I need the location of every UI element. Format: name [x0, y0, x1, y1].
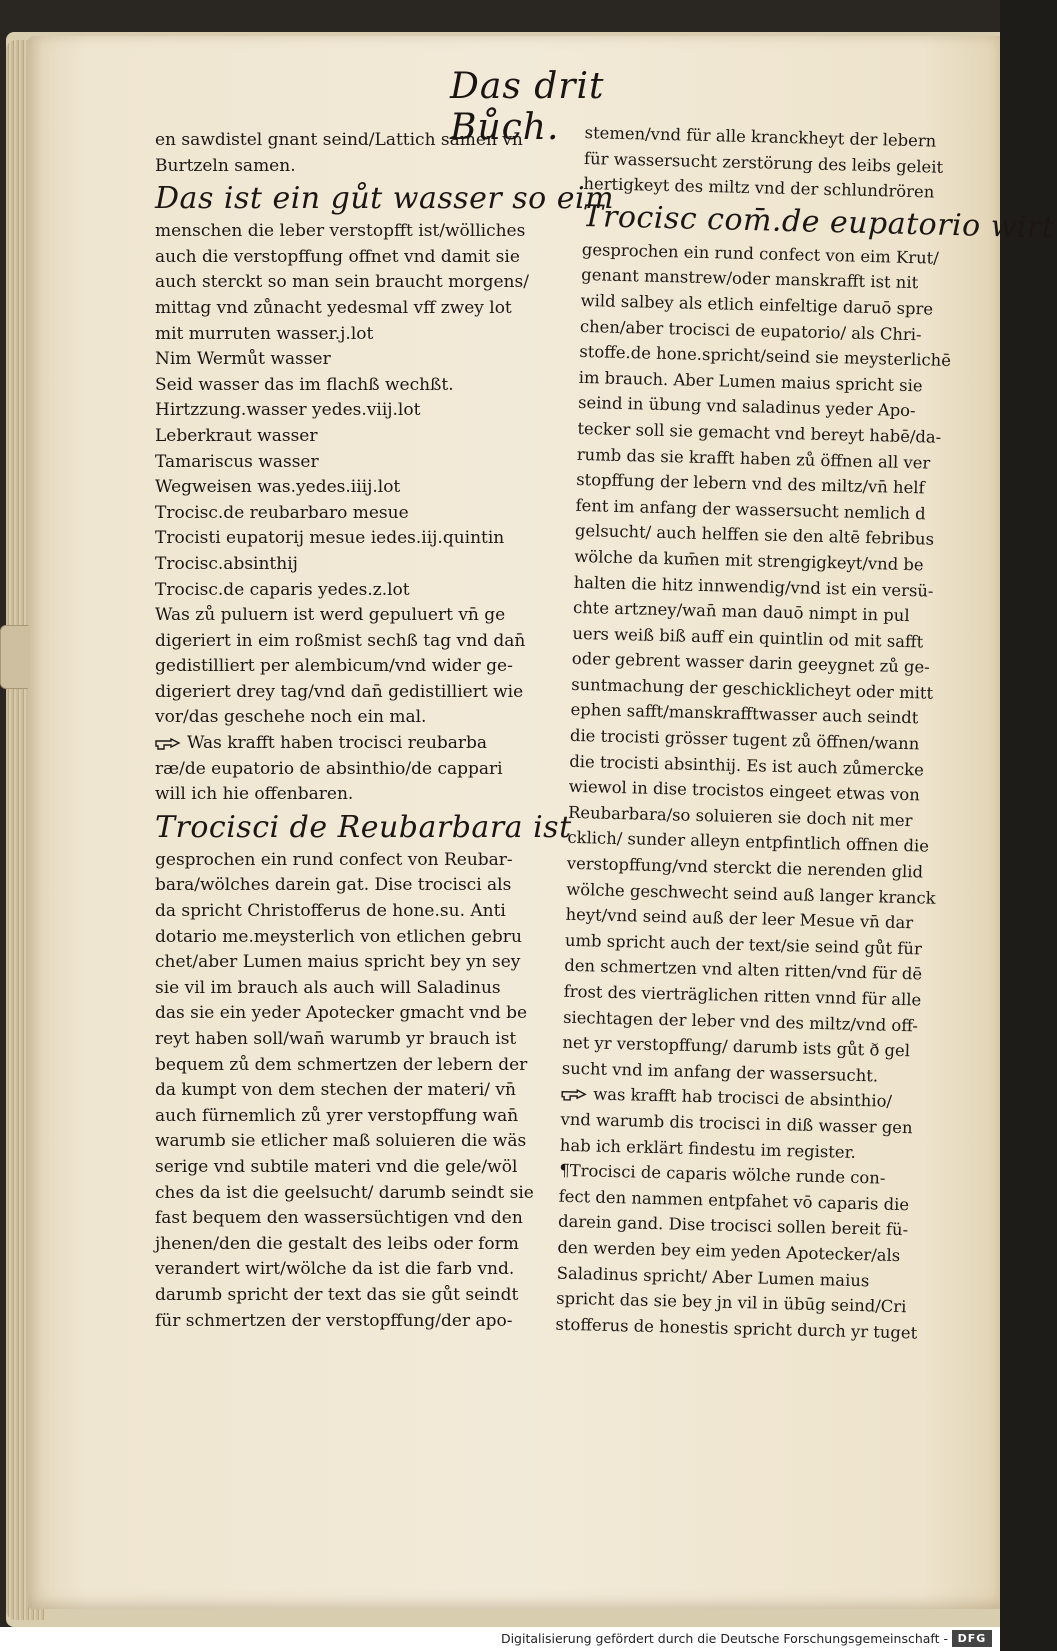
line-text: chet/aber Lumen maius spricht bey yn sey	[155, 952, 521, 973]
text-line	[155, 526, 565, 552]
text-line	[155, 1232, 565, 1258]
line-text: fent im anfang der wassersucht nemlich d	[575, 495, 926, 524]
line-text: oder gebrent wasser darin geeygnet zů ge-	[571, 649, 930, 677]
line-text: Trocisc.absinthij	[155, 553, 298, 574]
line-text: wölche da kum̄en mit strengigkeyt/vnd be	[574, 546, 924, 575]
text-line	[155, 270, 565, 296]
text-line	[155, 1027, 565, 1053]
text-line	[155, 1053, 565, 1079]
line-text: stoffe.de hone.spricht/seind sie meysterlichē	[579, 342, 952, 371]
text-line	[155, 296, 565, 322]
line-text: siechtagen der leber vnd des miltz/vnd off-	[562, 1007, 919, 1035]
line-text: hertigkeyt des miltz vnd der schlundrören	[583, 174, 935, 202]
line-text: vor/das geschehe noch ein mal.	[155, 707, 427, 728]
section-heading	[155, 179, 615, 219]
line-text: serige vnd subtile materi vnd die gele/wöl	[155, 1156, 518, 1177]
line-text: fast bequem den wassersüchtigen vnd den	[155, 1208, 523, 1229]
line-text: chen/aber trocisci de eupatorio/ als Chri-	[579, 316, 922, 344]
text-line	[155, 603, 565, 629]
text-line	[155, 629, 565, 655]
text-line	[155, 899, 565, 925]
line-text: genant manstrew/oder manskrafft ist nit	[580, 265, 919, 293]
text-line	[155, 873, 565, 899]
line-text: bara/wölches darein gat. Dise trocisci als	[155, 875, 512, 896]
left-column	[155, 128, 615, 1334]
line-text: Das ist ein gůt wasser so eim	[155, 181, 615, 217]
line-text: gesprochen ein rund confect von eim Krut/	[581, 239, 940, 268]
line-text: dotario me.meysterlich von etlichen gebru	[155, 926, 522, 947]
line-text: auch sterckt so man sein braucht morgens/	[155, 272, 529, 293]
line-text: gelsucht/ auch helffen sie den altē febribus	[574, 521, 935, 549]
text-line	[155, 1309, 565, 1335]
line-text: Trocisti eupatorij mesue iedes.iij.quintin	[155, 528, 505, 549]
line-text: Saladinus spricht/ Aber Lumen maius	[556, 1263, 870, 1290]
line-text: hab ich erklärt findestu im register.	[559, 1135, 857, 1162]
line-text: halten die hitz innwendig/vnd ist ein versü-	[573, 572, 934, 601]
line-text: net yr verstopffung/ darumb ists gůt ð gel	[562, 1032, 911, 1061]
line-text: Trocisci de Reubarbara ist	[155, 809, 572, 845]
line-text: verandert wirt/wölche da ist die farb vnd.	[155, 1259, 515, 1280]
line-text: jhenen/den die gestalt des leibs oder form	[155, 1233, 519, 1254]
line-text: rumb das sie krafft haben zů öffnen all ver	[576, 444, 931, 473]
line-text: stofferus de honestis spricht durch yr tuget	[555, 1314, 918, 1343]
text-line	[155, 782, 565, 808]
line-text: auch die verstopffung offnet vnd damit sie	[155, 246, 520, 267]
line-text: frost des vierträglichen ritten vnnd für alle	[563, 981, 922, 1010]
text-line	[155, 128, 565, 154]
line-text: ¶Trocisci de caparis wölche runde con-	[559, 1160, 886, 1188]
line-text: vnd warumb dis trocisci in diß wasser gen	[560, 1109, 913, 1138]
text-line	[155, 1257, 565, 1283]
line-text: warumb sie etlicher maß soluieren die wäs	[155, 1131, 527, 1152]
line-text: umb spricht auch der text/sie seind gůt für	[564, 930, 923, 959]
text-line	[155, 347, 565, 373]
line-text: reyt haben soll/wan̄ warumb yr brauch ist	[155, 1029, 517, 1049]
footer-credit: Digitalisierung gefördert durch die Deutsche Forschungsgemeinschaft -	[500, 1631, 948, 1646]
line-text: Nim Wermůt wasser	[155, 349, 331, 370]
text-line	[155, 154, 565, 180]
line-text: für schmertzen der verstopffung/der apo-	[155, 1310, 513, 1331]
line-text: Reubarbara/so soluieren sie doch nit mer	[567, 802, 913, 831]
line-text: tecker soll sie gemacht vnd bereyt habē/da-	[577, 418, 942, 447]
text-line	[155, 654, 565, 680]
line-text: im brauch. Aber Lumen maius spricht sie	[578, 367, 923, 396]
line-text: ræ/de eupatorio de absinthio/de cappari	[155, 758, 503, 779]
pointing-hand-icon	[561, 1088, 587, 1103]
text-line	[155, 501, 565, 527]
text-line	[155, 398, 565, 424]
line-text: chte artzney/wan̄ man dauō nimpt in pul	[572, 597, 910, 626]
line-text: Trocisc.de reubarbaro mesue	[155, 502, 409, 523]
line-text: will ich hie offenbaren.	[155, 784, 354, 805]
text-line	[155, 1181, 565, 1207]
line-text: was krafft hab trocisci de absinthio/	[592, 1084, 893, 1112]
text-line	[155, 950, 565, 976]
line-text: Seid wasser das im flachß wechßt.	[155, 374, 454, 395]
line-text: darumb spricht der text das sie gůt seindt	[155, 1284, 519, 1305]
line-text: spricht das sie bey jn vil in übūg seind/Cri	[555, 1288, 907, 1317]
running-head: Das drit Bůch.	[450, 66, 605, 148]
line-text: digeriert in eim roßmist sechß tag vnd dan̄	[155, 630, 526, 651]
dfg-logo: DFG	[952, 1630, 992, 1647]
line-text: Tamariscus wasser	[155, 451, 319, 472]
line-text: den schmertzen vnd alten ritten/vnd für dē	[564, 956, 923, 984]
digitization-footer	[0, 1627, 1000, 1651]
text-line	[155, 373, 565, 399]
line-text: gedistilliert per alembicum/vnd wider ge-	[155, 656, 513, 677]
text-line	[155, 475, 565, 501]
line-text: suntmachung der geschicklicheyt oder mitt	[570, 674, 934, 703]
line-text: die trocisti grösser tugent zů öffnen/wann	[569, 725, 920, 754]
line-text: Hirtzzung.wasser yedes.viij.lot	[155, 400, 421, 421]
text-line	[155, 450, 565, 476]
line-text: gesprochen ein rund confect von Reubar-	[155, 849, 513, 870]
text-line	[155, 757, 565, 783]
text-line	[155, 552, 565, 578]
text-line	[155, 976, 565, 1002]
line-text: en sawdistel gnant seind/Lattich samen vn̄	[155, 130, 523, 150]
line-text: verstopffung/vnd sterckt die nerenden glid	[566, 853, 924, 882]
line-text: die trocisti absinthij. Es ist auch zůmercke	[569, 751, 925, 780]
text-line	[155, 680, 565, 706]
right-column	[555, 120, 1055, 1347]
line-text: cklich/ sunder alleyn entpfintlich offnen die	[567, 828, 930, 857]
text-line	[155, 848, 565, 874]
line-text: Leberkraut wasser	[155, 425, 318, 446]
line-text: digeriert drey tag/vnd dan̄ gedistilliert wie	[155, 681, 524, 702]
line-text: sie vil im brauch als auch will Saladinus	[155, 977, 501, 998]
line-text: wölche geschwecht seind auß langer kranck	[565, 879, 936, 908]
text-line	[155, 1078, 565, 1104]
text-line	[155, 705, 565, 731]
line-text: da kumpt von dem stechen der materi/ vn̄	[155, 1080, 516, 1101]
line-text: bequem zů dem schmertzen der lebern der	[155, 1054, 528, 1075]
text-line	[155, 424, 565, 450]
text-line	[155, 1001, 565, 1027]
text-line	[155, 245, 565, 271]
line-text: Was krafft haben trocisci reubarba	[187, 733, 488, 754]
text-line	[155, 1104, 565, 1130]
line-text: das sie ein yeder Apotecker gmacht vnd be	[155, 1003, 528, 1024]
text-line	[155, 219, 565, 245]
text-line	[155, 322, 565, 348]
line-text: wiewol in dise trocistos eingeet etwas von	[568, 777, 921, 805]
line-text: heyt/vnd seind auß der leer Mesue vn̄ dar	[565, 904, 914, 933]
pointing-hand-icon	[155, 737, 181, 751]
line-text: da spricht Christofferus de hone.su. Anti	[155, 901, 506, 922]
line-text: fect den nammen entpfahet vō caparis die	[558, 1186, 910, 1214]
line-text: menschen die leber verstopfft ist/wölliches	[155, 221, 526, 242]
line-text: Was zů puluern ist werd gepuluert vn̄ ge	[155, 605, 506, 626]
line-text: ches da ist die geelsucht/ darumb seindt sie	[155, 1182, 534, 1203]
line-text: für wassersucht zerstörung des leibs geleit	[583, 148, 944, 177]
line-text: darein gand. Dise trocisci sollen bereit fü-	[557, 1212, 909, 1240]
line-text: wild salbey als etlich einfeltige daruō spre	[580, 290, 934, 319]
line-text: mit murruten wasser.j.lot	[155, 323, 374, 344]
text-line	[155, 1206, 565, 1232]
line-text: Burtzeln samen.	[155, 155, 296, 176]
text-line	[155, 1129, 565, 1155]
line-text: ephen safft/manskrafftwasser auch seindt	[570, 700, 919, 728]
line-text: stopffung der lebern vnd des miltz/vn̄ helf	[575, 470, 925, 498]
text-line	[155, 578, 565, 604]
text-line	[155, 925, 565, 951]
line-text: Wegweisen was.yedes.iiij.lot	[155, 477, 401, 498]
section-heading	[155, 808, 572, 848]
line-text: mittag vnd zůnacht yedesmal vff zwey lot	[155, 297, 512, 318]
text-line	[155, 1283, 565, 1309]
line-text: Trocisc.de caparis yedes.z.lot	[155, 579, 410, 600]
line-text: Trocisc com̄.de eupatorio wirt	[582, 198, 1055, 246]
line-text: uers weiß biß auff ein quintlin od mit safft	[572, 623, 924, 652]
line-text: seind in übung vnd saladinus yeder Apo-	[577, 393, 916, 421]
line-text: stemen/vnd für alle kranckheyt der lebern	[584, 122, 937, 151]
text-line	[155, 1155, 565, 1181]
line-text: den werden bey eim yeden Apotecker/als	[557, 1237, 901, 1265]
line-text: auch fürnemlich zů yrer verstopffung wan̄	[155, 1105, 519, 1126]
text-line	[155, 731, 565, 757]
line-text: sucht vnd im anfang der wassersucht.	[561, 1058, 879, 1086]
